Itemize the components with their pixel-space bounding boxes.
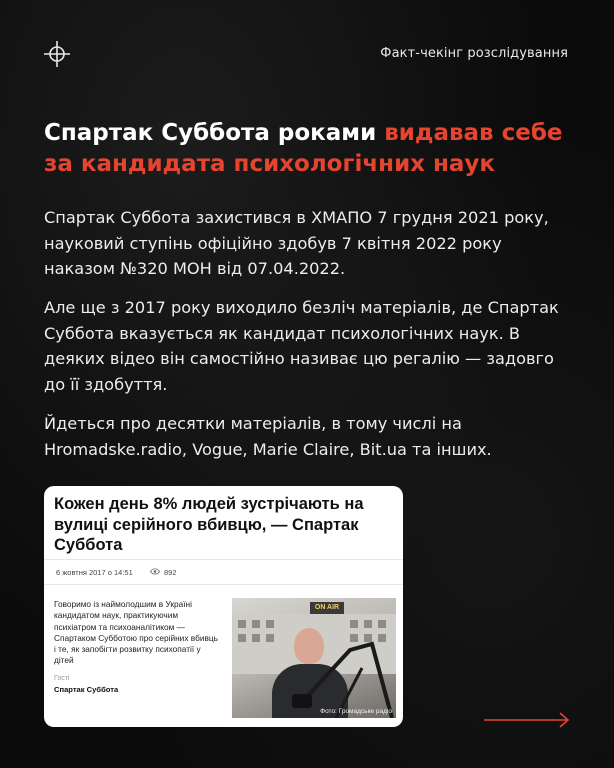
guest-name: Спартак Суббота xyxy=(54,685,119,694)
article-meta xyxy=(44,559,403,585)
headline-accent-2: за кандидата психологічних наук xyxy=(44,151,496,177)
crosshair-icon xyxy=(44,41,70,67)
headline xyxy=(44,118,574,180)
article-screenshot-card xyxy=(44,486,403,727)
article-photo xyxy=(232,598,396,718)
article-views: 892 xyxy=(164,568,177,577)
paragraph-sources: Йдеться про десятки матеріалів, в тому числі на Hromadske.radio, Vogue, Marie Claire, Bit.ua та інших. xyxy=(44,414,492,459)
eye-icon xyxy=(150,568,160,575)
article-title: Кожен день 8% людей зустрічають на вулиці серійного вбивцю, — Спартак Суббота xyxy=(54,495,364,554)
arrow-right-icon[interactable] xyxy=(484,712,570,728)
guest-label: Гості xyxy=(54,675,70,682)
microphone-arm xyxy=(232,598,396,718)
category-tag: Факт-чекінг розслідування xyxy=(380,46,568,61)
paragraph-claims: Але ще з 2017 року виходило безліч матеріалів, де Спартак Суббота вказується як кандидат психологічних наук. В деяких відео він самостійно називає цю регалію — задовго до її здобуття. xyxy=(44,298,559,394)
photo-credit: Фото: Громадське радіо xyxy=(320,708,392,715)
article-description: Говоримо із наймолодшим в Україні кандидатом наук, практикуючим психіатром та психоаналітиком — Спартаком Субботою про серійних вбивць і те, як запобігти розвитку психопатії у дітей xyxy=(54,599,218,666)
paragraph-defense-date: Спартак Суббота захистився в ХМАПО 7 грудня 2021 року, науковий ступінь офіційно здобув 7 квітня 2022 року наказом №320 МОН від 07.04.2022. xyxy=(44,208,549,278)
article-date: 6 жовтня 2017 о 14:51 xyxy=(56,568,133,577)
headline-accent-1: видавав себе xyxy=(384,120,563,146)
on-air-sign: ON AIR xyxy=(310,602,344,614)
headline-white: Спартак Суббота роками xyxy=(44,120,385,146)
